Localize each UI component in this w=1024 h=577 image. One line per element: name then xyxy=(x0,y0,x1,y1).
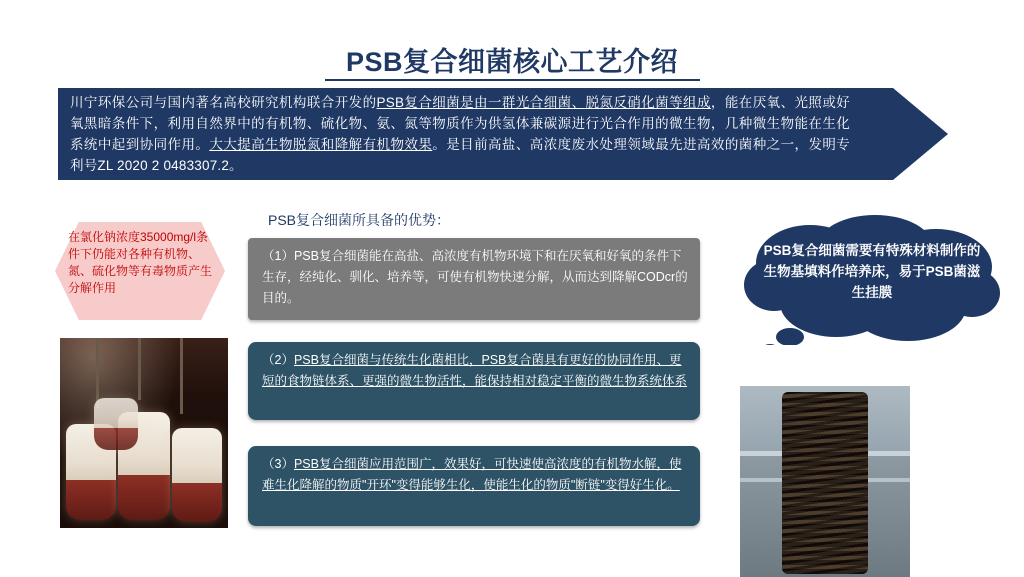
advantage-3-text xyxy=(262,454,688,496)
advantage-2-segment-2: PSB复合细菌与传统生化菌相比，PSB复合菌具有更好的协同作用、更短的食物链体系、更强的微生物活性，能保持相对稳定平衡的微生物系统体系 xyxy=(262,353,688,388)
biofilm-carrier-column xyxy=(782,392,868,574)
advantage-2-text xyxy=(262,350,688,392)
jar-1-lower-layer xyxy=(66,480,116,520)
banner-text xyxy=(70,92,850,176)
banner-segment-1: 川宁环保公司与国内著名高校研究机构联合开发的 xyxy=(70,95,377,110)
advantage-2-segment-1: （2） xyxy=(262,353,294,367)
cloud-note-text: PSB复合细菌需要有特殊材料制作的生物基填料作培养床，易于PSB菌滋生挂膜 xyxy=(763,243,981,300)
jar-2-lower-layer xyxy=(118,475,170,520)
advantage-3-segment-1: （3） xyxy=(262,457,294,471)
jar-4-upper-layer xyxy=(94,398,138,428)
advantage-1-text xyxy=(262,246,688,309)
banner-segment-4: 大大提高生物脱氮和降解有机物效果 xyxy=(209,137,433,152)
banner-segment-5: 。是目前高盐、高浓度废水处理领域最先进高效的菌种之一，发明专利号ZL 2020 2 0483307.2。 xyxy=(70,137,851,173)
banner-segment-3: ，能在厌氧、光照或好氧黑暗条件下，利用自然界中的有机物、硫化物、氨、氮等物质作为供氢体兼碳源进行光合作用的微生物，几种微生物能在生化系统中起到协同作用。 xyxy=(70,95,851,152)
pipe-3 xyxy=(180,338,183,414)
advantages-label: PSB复合细菌所具备的优势： xyxy=(268,212,451,228)
photo-biofilm-carrier xyxy=(740,386,910,577)
advantage-3-segment-2: PSB复合细菌应用范围广，效果好，可快速使高浓度的有机物水解，使难生化降解的物质"开环"变得能够生化，使能生化的物质"断链"变得好生化。 xyxy=(262,457,682,492)
hexagon-note-text: 在氯化钠浓度35000mg/l条件下仍能对各种有机物、氮、硫化物等有毒物质产生分解作用 xyxy=(68,230,213,295)
photo-reactor-jars xyxy=(60,338,228,528)
title-underline xyxy=(325,79,700,81)
banner-segment-2: PSB复合细菌是由一群光合细菌、脱氮反硝化菌等组成 xyxy=(376,95,711,110)
jar-3-lower-layer xyxy=(172,483,222,522)
jar-3-upper-layer xyxy=(172,428,222,483)
jar-3 xyxy=(172,428,222,522)
pipe-2 xyxy=(138,338,141,400)
page-title: PSB复合细菌核心工艺介绍 xyxy=(345,47,679,77)
jar-4 xyxy=(94,398,138,450)
advantage-1-segment-1: （1）PSB复合细菌能在高盐、高浓度有机物环境下和在厌氧和好氧的条件下生存，经纯化、驯化、培养等，可使有机物快速分解，从而达到降解CODcr的目的。 xyxy=(262,249,688,305)
jar-4-lower-layer xyxy=(94,428,138,450)
